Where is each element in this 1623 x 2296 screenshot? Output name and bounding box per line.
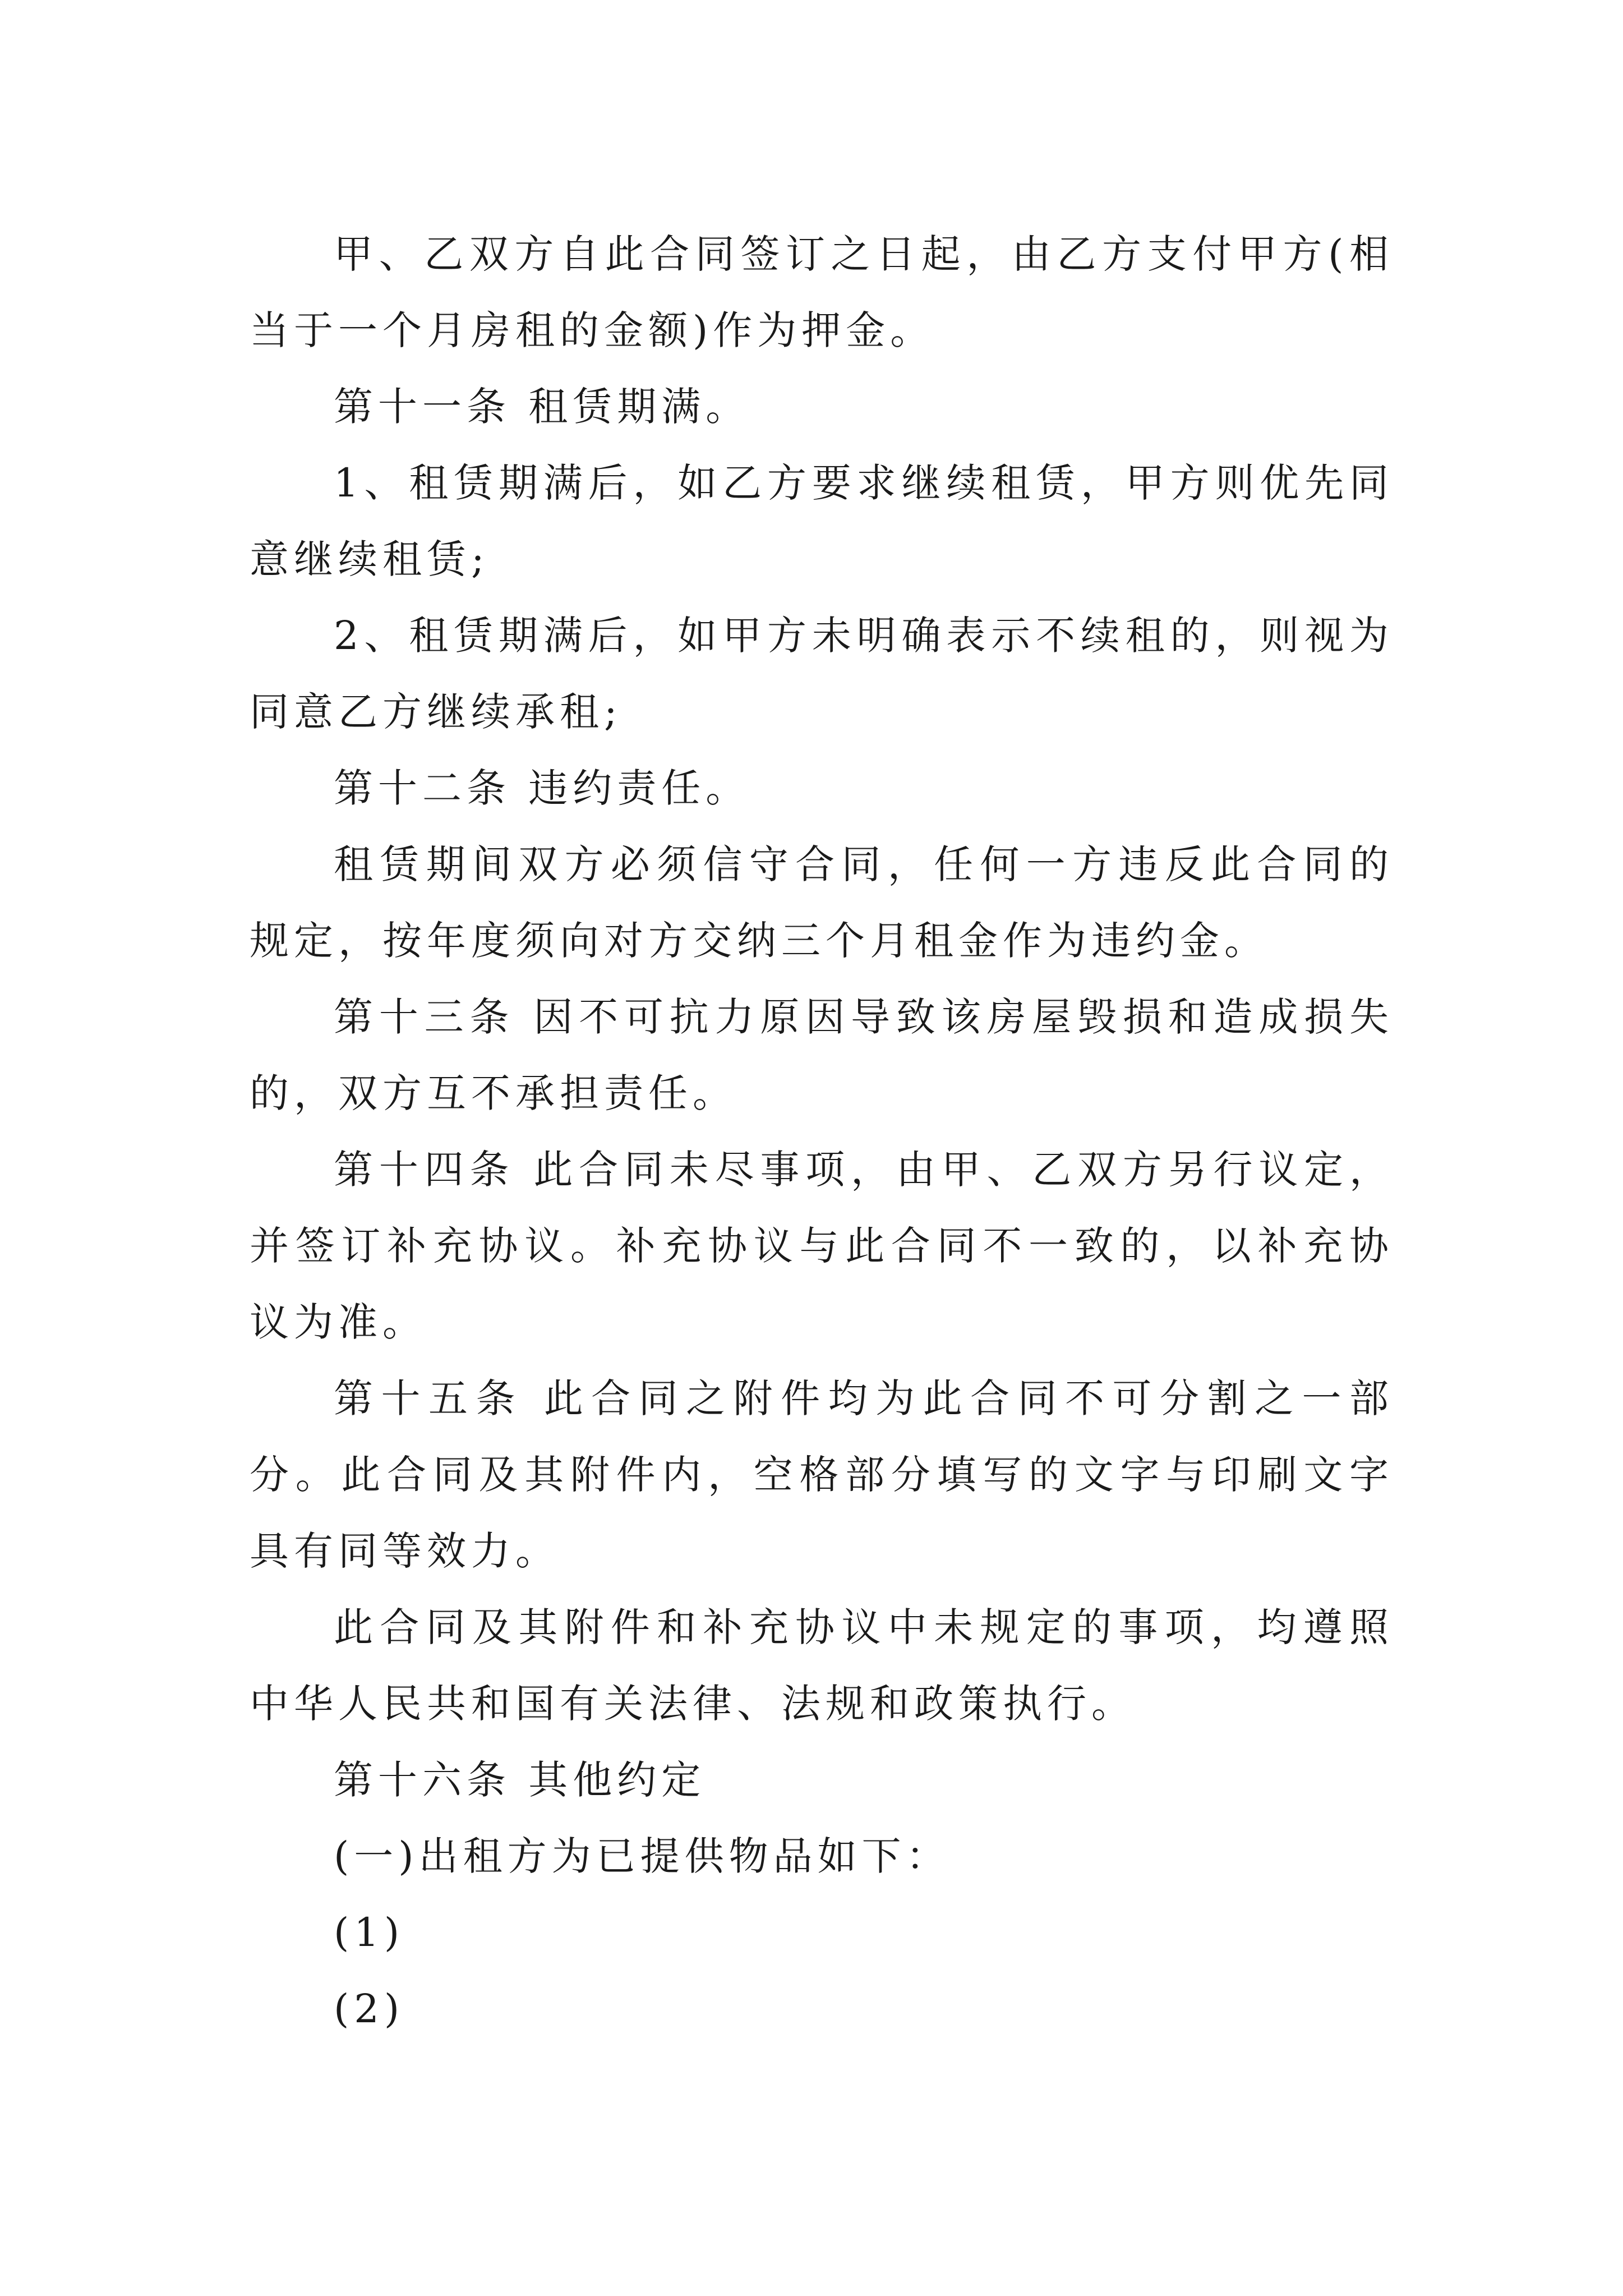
paragraph-deposit: 甲、乙双方自此合同签订之日起，由乙方支付甲方(相当于一个月房租的金额)作为押金。 (250, 231, 1394, 353)
paragraph-renewal-2: 2、租赁期满后，如甲方未明确表示不续租的，则视为同意乙方继续承租; (250, 613, 1394, 735)
paragraph-breach: 租赁期间双方必须信守合同，任何一方违反此合同的规定，按年度须向对方交纳三个月租金作为违约金。 (250, 841, 1394, 964)
paragraph-article-15: 第十五条 此合同之附件均为此合同不可分割之一部分。此合同及其附件内，空格部分填写的文字与印刷文字具有同等效力。 (250, 1375, 1394, 1574)
list-item-2: (2) (334, 1986, 405, 2032)
heading-article-12: 第十二条 违约责任。 (334, 765, 750, 811)
document-body (250, 216, 1394, 2047)
paragraph-applicable-law: 此合同及其附件和补充协议中未规定的事项，均遵照中华人民共和国有关法律、法规和政策执行。 (250, 1604, 1394, 1727)
paragraph-article-14: 第十四条 此合同未尽事项，由甲、乙双方另行议定，并签订补充协议。补充协议与此合同不一致的，以补充协议为准。 (250, 1147, 1394, 1345)
paragraph-renewal-1: 1、租赁期满后，如乙方要求继续租赁，甲方则优先同意继续租赁; (250, 460, 1394, 582)
heading-article-11: 第十一条 租赁期满。 (334, 384, 750, 430)
paragraph-provided-items: (一)出租方为已提供物品如下： (334, 1833, 951, 1879)
paragraph-article-13: 第十三条 因不可抗力原因导致该房屋毁损和造成损失的，双方互不承担责任。 (250, 994, 1394, 1116)
heading-article-16: 第十六条 其他约定 (334, 1757, 706, 1803)
list-item-1: (1) (334, 1910, 405, 1955)
